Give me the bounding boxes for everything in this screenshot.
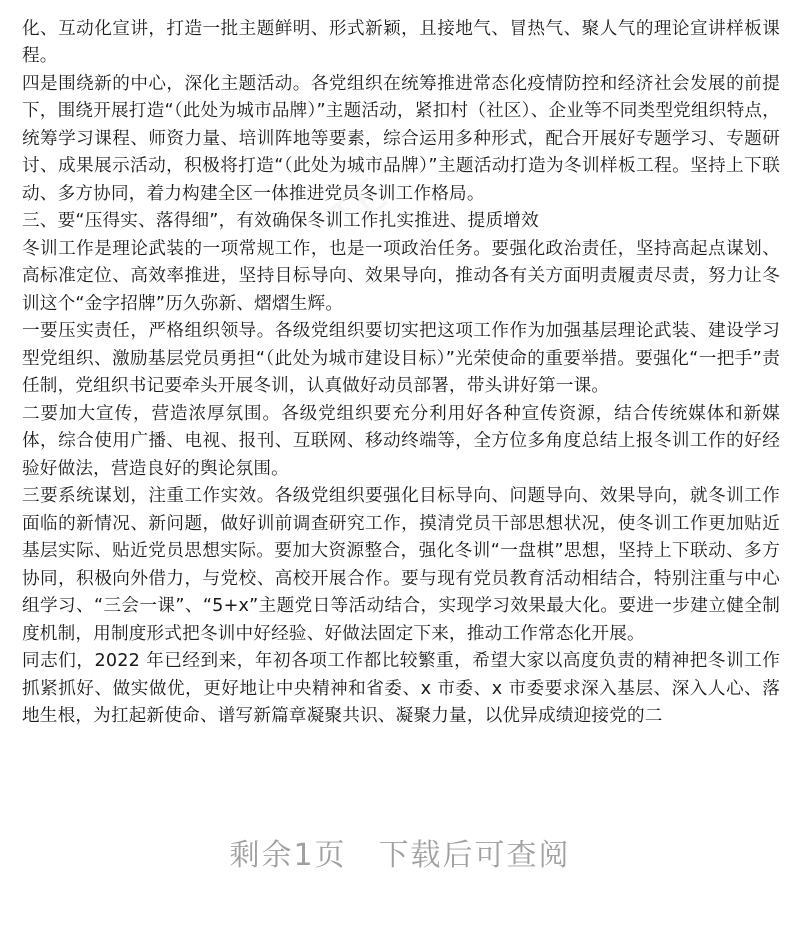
download-prompt[interactable] [0,830,800,874]
download-to-read-text: 下载后可查阅 [378,838,571,873]
paragraph-responsibility: 一要压实责任，严格组织领导。各级党组织要切实把这项工作作为加强基层理论武装、建设学习型党组织、激励基层党员勇担“（此处为城市建设目标）”光荣使命的重要举措。要强化“一把手”责任制，党组织书记要牵头开展冬训，认真做好动员部署，带头讲好第一课。 [22,321,780,396]
section-heading-three: 三、要“压得实、落得细”，有效确保冬训工作扎实推进、提质增效 [22,211,539,231]
cut-off-line [22,0,780,16]
paragraph-intro-section-three: 冬训工作是理论武装的一项常规工作，也是一项政治任务。要强化政治责任，坚持高起点谋划、高标准定位、高效率推进，坚持目标导向、效果导向，推动各有关方面明责履责尽责，努力让冬训这个“金字招牌”历久弥新、熠熠生辉。 [22,238,780,314]
paragraph-promo-course: 化、互动化宣讲，打造一批主题鲜明、形式新颖，且接地气、冒热气、聚人气的理论宣讲样板课程。 [22,18,780,66]
paragraph-closing: 同志们，2022 年已经到来，年初各项工作都比较繁重，希望大家以高度负责的精神把冬训工作抓紧抓好、做实做优，更好地让中央精神和省委、x 市委、x 市委要求深入基层、深入人心、落地生根，为扛起新使命、谱写新篇章凝聚共识、凝聚力量，以优异成绩迎接党的二 [22,651,780,726]
document-body [22,0,780,731]
remaining-pages-text: 剩余1页 [229,838,347,873]
paragraph-planning: 三要系统谋划，注重工作实效。各级党组织要强化目标导向、问题导向、效果导向，就冬训工作面临的新情况、新问题，做好训前调查研究工作，摸清党员干部思想状况，使冬训工作更加贴近基层实际、贴近党员思想实际。要加大资源整合，强化冬训“一盘棋”思想，坚持上下联动、多方协同，积极向外借力，与党校、高校开展合作。要与现有党员教育活动相结合，特别注重与中心组学习、“三会一课”、“5+x”主题党日等活动结合，实现学习效果最大化。要进一步建立健全制度机制，用制度形式把冬训中好经验、好做法固定下来，推动工作常态化开展。 [22,486,780,644]
paragraph-theme-activity: 四是围绕新的中心，深化主题活动。各党组织在统筹推进常态化疫情防控和经济社会发展的前提下，围绕开展打造“（此处为城市品牌）”主题活动，紧扣村（社区）、企业等不同类型党组织特点，统筹学习课程、师资力量、培训阵地等要素，综合运用多种形式，配合开展好专题学习、专题研讨、成果展示活动，积极将打造“（此处为城市品牌）”主题活动打造为冬训样板工程。坚持上下联动、多方协同，着力构建全区一体推进党员冬训工作格局。 [22,73,780,204]
paragraph-publicity: 二要加大宣传，营造浓厚氛围。各级党组织要充分利用好各种宣传资源，结合传统媒体和新媒体，综合使用广播、电视、报刊、互联网、移动终端等，全方位多角度总结上报冬训工作的好经验好做法，营造良好的舆论氛围。 [22,403,780,479]
